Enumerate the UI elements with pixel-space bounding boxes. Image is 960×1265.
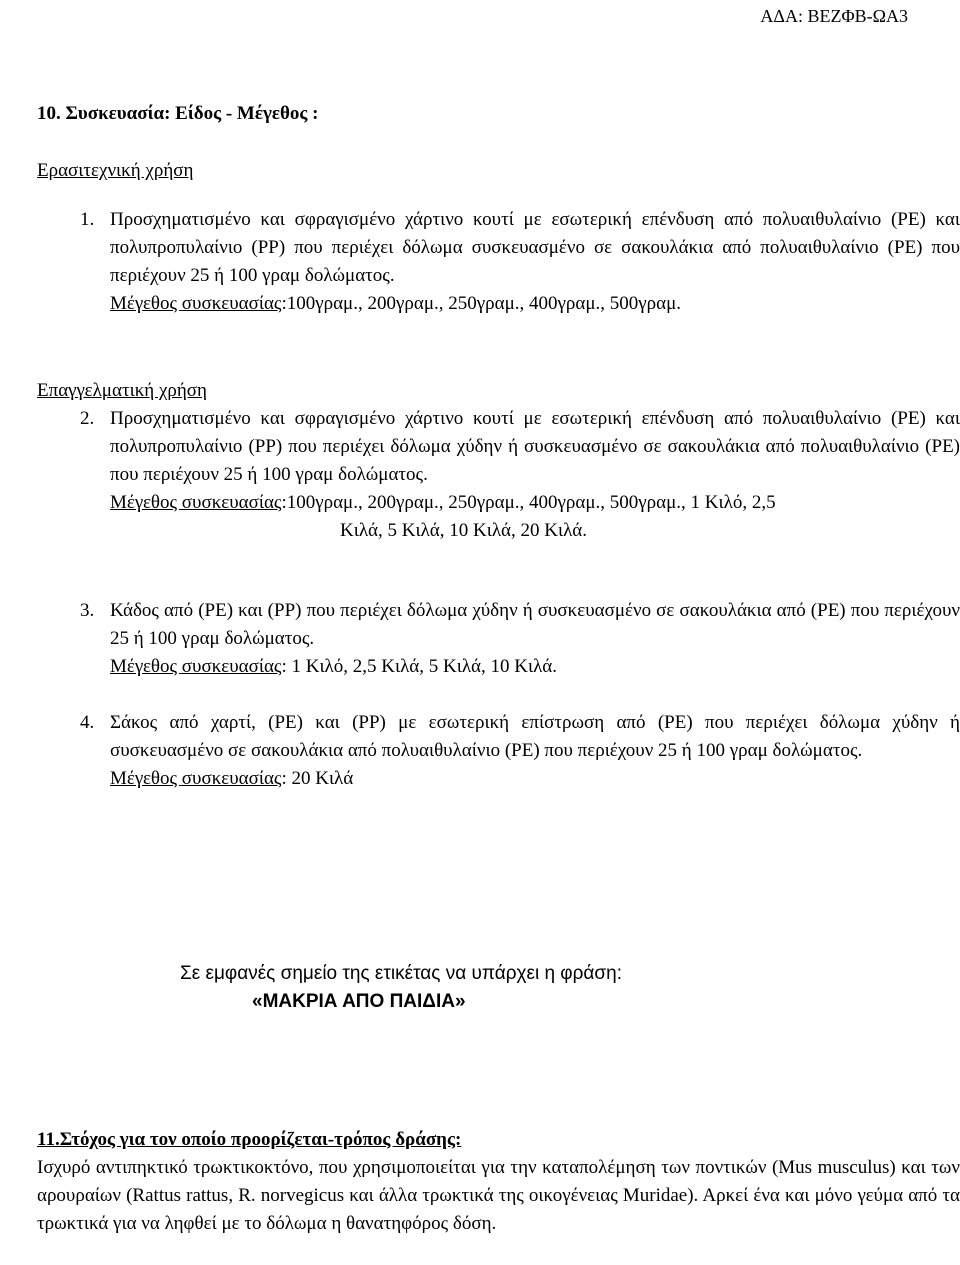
package-size xyxy=(110,489,960,517)
ada-code: ΑΔΑ: ΒΕΖΦΒ-ΩΑ3 xyxy=(760,6,908,26)
item-description: Κάδος από (PE) και (PP) που περιέχει δόλωμα χύδην ή συσκευασμένο σε σακουλάκια από (PE) που περιέχουν 25 ή 100 γραμ δολώματος. xyxy=(110,600,960,649)
amateur-use-label: Ερασιτεχνική χρήση xyxy=(37,160,194,181)
label-phrase: «ΜΑΚΡΙΑ ΑΠΟ ΠΑΙΔΙΑ» xyxy=(252,991,466,1012)
package-size xyxy=(110,290,960,318)
section-11-text: Ισχυρό αντιπηκτικό τρωκτικοκτόνο, που χρησιμοποιείται για την καταπολέμηση των ποντικών (Mus musculus) και των αρουραίων (Rattus rattus, R. norvegicus και άλλα τρωκτικά της οικογένειας Muridae). Αρκεί ένα και μόνο γεύμα από τα τρωκτικά για να ληφθεί με το δόλωμα η θανατηφόρος δόση. xyxy=(37,1157,960,1234)
item-description: Προσχηματισμένο και σφραγισμένο χάρτινο κουτί με εσωτερική επένδυση από πολυαιθυλαίνιο (PE) και πολυπροπυλαίνιο (PP) που περιέχει δόλωμα χύδην ή συσκευασμένο σε σακουλάκια από πολυαιθυλαίνιο (PE) που περιέχουν 25 ή 100 γραμ δολώματος. xyxy=(110,408,960,485)
package-size-value: : 1 Κιλό, 2,5 Κιλά, 5 Κιλά, 10 Κιλά. xyxy=(281,656,558,677)
item-description: Προσχηματισμένο και σφραγισμένο χάρτινο κουτί με εσωτερική επένδυση από πολυαιθυλαίνιο (PE) και πολυπροπυλαίνιο (PP) που περιέχει δόλωμα συσκευασμένο σε σακουλάκια από πολυαιθυλαίνιο (PE) που περιέχουν 25 ή 100 γραμ δολώματος. xyxy=(110,209,960,286)
package-size-label: Μέγεθος συσκευασίας xyxy=(110,492,282,513)
package-item-1 xyxy=(80,206,960,318)
item-number: 3. xyxy=(80,600,95,621)
package-size xyxy=(110,653,960,681)
package-size-label: Μέγεθος συσκευασίας xyxy=(110,293,282,314)
item-number: 4. xyxy=(80,712,95,733)
package-size-value: :100γραμ., 200γραμ., 250γραμ., 400γραμ., 500γραμ. xyxy=(281,293,682,314)
item-number: 1. xyxy=(80,209,95,230)
label-phrase-intro: Σε εμφανές σημείο της ετικέτας να υπάρχει η φράση: xyxy=(180,963,622,984)
item-number: 2. xyxy=(80,408,95,429)
package-item-4 xyxy=(80,709,960,793)
package-size-label: Μέγεθος συσκευασίας xyxy=(110,656,282,677)
package-size-value: :100γραμ., 200γραμ., 250γραμ., 400γραμ., 500γραμ., 1 Κιλό, 2,5 xyxy=(281,492,776,513)
package-size-label: Μέγεθος συσκευασίας xyxy=(110,768,282,789)
package-size xyxy=(110,765,960,793)
package-item-3 xyxy=(80,597,960,681)
item-description: Σάκος από χαρτί, (PE) και (PP) με εσωτερική επίστρωση από (PE) που περιέχει δόλωμα χύδην ή συσκευασμένο σε σακουλάκια από πολυαιθυλαίνιο (PE) που περιέχουν 25 ή 100 γραμ δολώματος. xyxy=(110,712,960,761)
section-11-title: 11.Στόχος για τον οποίο προορίζεται-τρόπος δράσης: xyxy=(37,1129,462,1150)
package-size-value: : 20 Κιλά xyxy=(281,768,354,789)
package-size-value-cont: Κιλά, 5 Κιλά, 10 Κιλά, 20 Κιλά. xyxy=(340,520,587,541)
section-10-title: 10. Συσκευασία: Είδος - Μέγεθος : xyxy=(37,103,319,124)
professional-use-label: Επαγγελματική χρήση xyxy=(37,380,207,401)
package-item-2 xyxy=(80,405,960,545)
